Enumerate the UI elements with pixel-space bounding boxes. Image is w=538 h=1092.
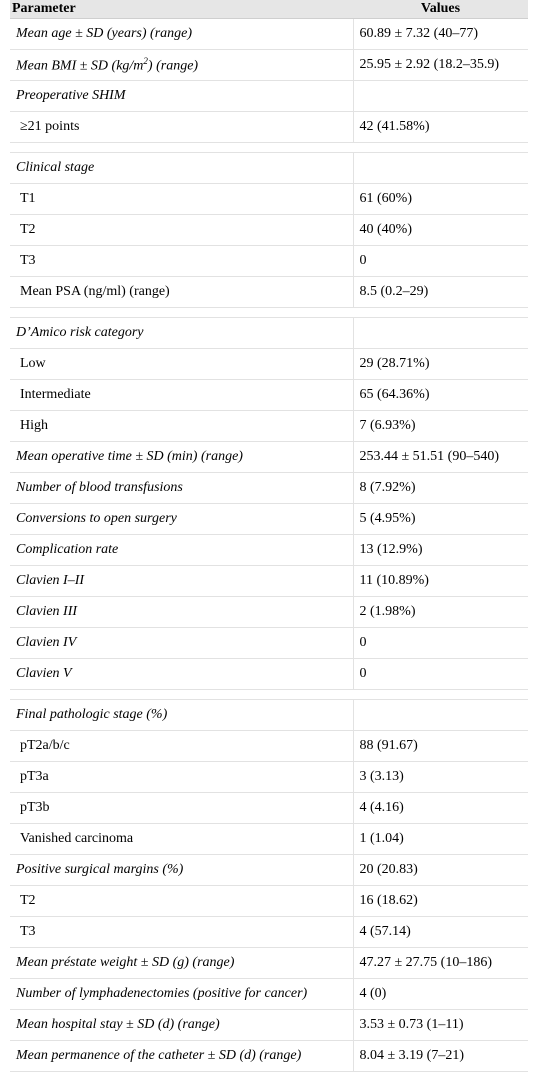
parameter-cell [10, 855, 353, 886]
value-cell: 13 (12.9%) [353, 535, 528, 566]
table-row [10, 153, 528, 184]
parameter-cell [10, 628, 353, 659]
parameter-cell [10, 659, 353, 690]
spacer-row [10, 690, 528, 700]
parameter-cell [10, 81, 353, 112]
value-cell: 42 (41.58%) [353, 112, 528, 143]
spacer-cell [10, 690, 528, 700]
parameter-cell [10, 1041, 353, 1072]
table-row [10, 504, 528, 535]
parameter-label: T1 [20, 191, 36, 206]
table-row [10, 535, 528, 566]
table-row [10, 246, 528, 277]
table-row [10, 700, 528, 731]
value-cell: 7 (6.93%) [353, 411, 528, 442]
table-row [10, 731, 528, 762]
parameter-cell [10, 380, 353, 411]
table-row [10, 1041, 528, 1072]
parameter-cell [10, 917, 353, 948]
patient-data-table [10, 0, 528, 1072]
parameter-cell [10, 1010, 353, 1041]
parameter-label: Mean PSA (ng/ml) (range) [20, 284, 170, 299]
parameter-label: Mean permanence of the catheter ± SD (d) (range) [16, 1048, 302, 1063]
parameter-cell [10, 246, 353, 277]
table-row [10, 979, 528, 1010]
table-row [10, 855, 528, 886]
table-row [10, 917, 528, 948]
table-row [10, 318, 528, 349]
parameter-cell [10, 762, 353, 793]
table-row [10, 411, 528, 442]
table-row [10, 628, 528, 659]
parameter-column-header: Parameter [10, 0, 353, 19]
parameter-label: Mean préstate weight ± SD (g) (range) [16, 955, 235, 970]
parameter-cell [10, 597, 353, 628]
parameter-label: Clavien III [16, 604, 78, 619]
parameter-label: pT2a/b/c [20, 738, 70, 753]
table-row [10, 793, 528, 824]
value-cell: 65 (64.36%) [353, 380, 528, 411]
value-cell: 5 (4.95%) [353, 504, 528, 535]
spacer-cell [10, 308, 528, 318]
parameter-cell [10, 731, 353, 762]
value-cell: 2 (1.98%) [353, 597, 528, 628]
values-column-header: Values [353, 0, 528, 19]
value-cell [353, 318, 528, 349]
parameter-cell [10, 19, 353, 50]
table-row [10, 50, 528, 81]
parameter-label: Clinical stage [16, 160, 95, 175]
table-row [10, 566, 528, 597]
parameter-label: Mean operative time ± SD (min) (range) [16, 449, 243, 464]
parameter-cell [10, 824, 353, 855]
parameter-cell [10, 504, 353, 535]
table-header-row [10, 0, 528, 19]
value-cell: 8 (7.92%) [353, 473, 528, 504]
value-cell: 3.53 ± 0.73 (1–11) [353, 1010, 528, 1041]
value-cell: 8.04 ± 3.19 (7–21) [353, 1041, 528, 1072]
parameter-label: Preoperative SHIM [16, 88, 126, 103]
parameter-cell [10, 215, 353, 246]
parameter-label: High [20, 418, 48, 433]
parameter-label: Clavien V [16, 666, 72, 681]
parameter-label: Number of lymphadenectomies (positive for cancer) [16, 986, 308, 1001]
value-cell: 4 (4.16) [353, 793, 528, 824]
parameter-label-suffix: ) (range) [147, 58, 199, 74]
value-cell: 0 [353, 659, 528, 690]
table-row [10, 886, 528, 917]
parameter-label: ≥21 points [20, 119, 80, 134]
value-cell: 60.89 ± 7.32 (40–77) [353, 19, 528, 50]
value-cell: 11 (10.89%) [353, 566, 528, 597]
parameter-cell [10, 50, 353, 81]
parameter-label: Conversions to open surgery [16, 511, 177, 526]
table-row [10, 473, 528, 504]
value-cell: 4 (0) [353, 979, 528, 1010]
parameter-label: pT3b [20, 800, 50, 815]
parameter-cell [10, 948, 353, 979]
table-row [10, 277, 528, 308]
parameter-label: T2 [20, 222, 36, 237]
table-row [10, 597, 528, 628]
parameter-label: Mean age ± SD (years) (range) [16, 26, 193, 41]
parameter-label: Intermediate [20, 387, 91, 402]
value-cell: 40 (40%) [353, 215, 528, 246]
parameter-cell [10, 886, 353, 917]
parameter-cell [10, 184, 353, 215]
parameter-label: Clavien IV [16, 635, 77, 650]
parameter-label: Final pathologic stage (%) [16, 707, 168, 722]
parameter-label: pT3a [20, 769, 49, 784]
parameter-cell [10, 411, 353, 442]
parameter-label: Vanished carcinoma [20, 831, 134, 846]
table-row [10, 762, 528, 793]
parameter-cell [10, 277, 353, 308]
parameter-cell [10, 349, 353, 380]
table-row [10, 1010, 528, 1041]
value-cell: 1 (1.04) [353, 824, 528, 855]
parameter-cell [10, 793, 353, 824]
parameter-label: Number of blood transfusions [16, 480, 183, 495]
value-cell: 0 [353, 246, 528, 277]
parameter-cell [10, 566, 353, 597]
value-cell: 25.95 ± 2.92 (18.2–35.9) [353, 50, 528, 81]
parameter-cell [10, 318, 353, 349]
table-body [10, 19, 528, 1072]
table-row [10, 659, 528, 690]
parameter-label: D’Amico risk category [16, 325, 144, 340]
value-cell: 88 (91.67) [353, 731, 528, 762]
parameter-label: T3 [20, 924, 36, 939]
table-row [10, 215, 528, 246]
table-row [10, 81, 528, 112]
spacer-row [10, 308, 528, 318]
parameter-label: T2 [20, 893, 36, 908]
parameter-label: Mean BMI ± SD (kg/m [16, 58, 144, 74]
parameter-label: Clavien I–II [16, 573, 85, 588]
table-row [10, 948, 528, 979]
value-cell: 8.5 (0.2–29) [353, 277, 528, 308]
table-row [10, 349, 528, 380]
parameter-label: Mean hospital stay ± SD (d) (range) [16, 1017, 220, 1032]
spacer-cell [10, 143, 528, 153]
value-cell: 47.27 ± 27.75 (10–186) [353, 948, 528, 979]
value-cell: 0 [353, 628, 528, 659]
table-row [10, 112, 528, 143]
parameter-cell [10, 979, 353, 1010]
parameter-cell [10, 700, 353, 731]
parameter-label: T3 [20, 253, 36, 268]
value-cell: 3 (3.13) [353, 762, 528, 793]
value-cell: 16 (18.62) [353, 886, 528, 917]
table-row [10, 442, 528, 473]
value-cell [353, 153, 528, 184]
value-cell: 4 (57.14) [353, 917, 528, 948]
table-row [10, 824, 528, 855]
table-row [10, 380, 528, 411]
value-cell: 29 (28.71%) [353, 349, 528, 380]
parameter-superscript: 2 [143, 55, 148, 66]
parameter-cell [10, 473, 353, 504]
value-cell: 20 (20.83) [353, 855, 528, 886]
spacer-row [10, 143, 528, 153]
parameter-cell [10, 153, 353, 184]
value-cell: 61 (60%) [353, 184, 528, 215]
parameter-cell [10, 535, 353, 566]
parameter-cell [10, 442, 353, 473]
parameter-label: Positive surgical margins (%) [16, 862, 184, 877]
value-cell [353, 700, 528, 731]
parameter-label: Low [20, 356, 46, 371]
table-row [10, 184, 528, 215]
parameter-cell [10, 112, 353, 143]
table-row [10, 19, 528, 50]
value-cell [353, 81, 528, 112]
parameter-label: Complication rate [16, 542, 119, 557]
value-cell: 253.44 ± 51.51 (90–540) [353, 442, 528, 473]
